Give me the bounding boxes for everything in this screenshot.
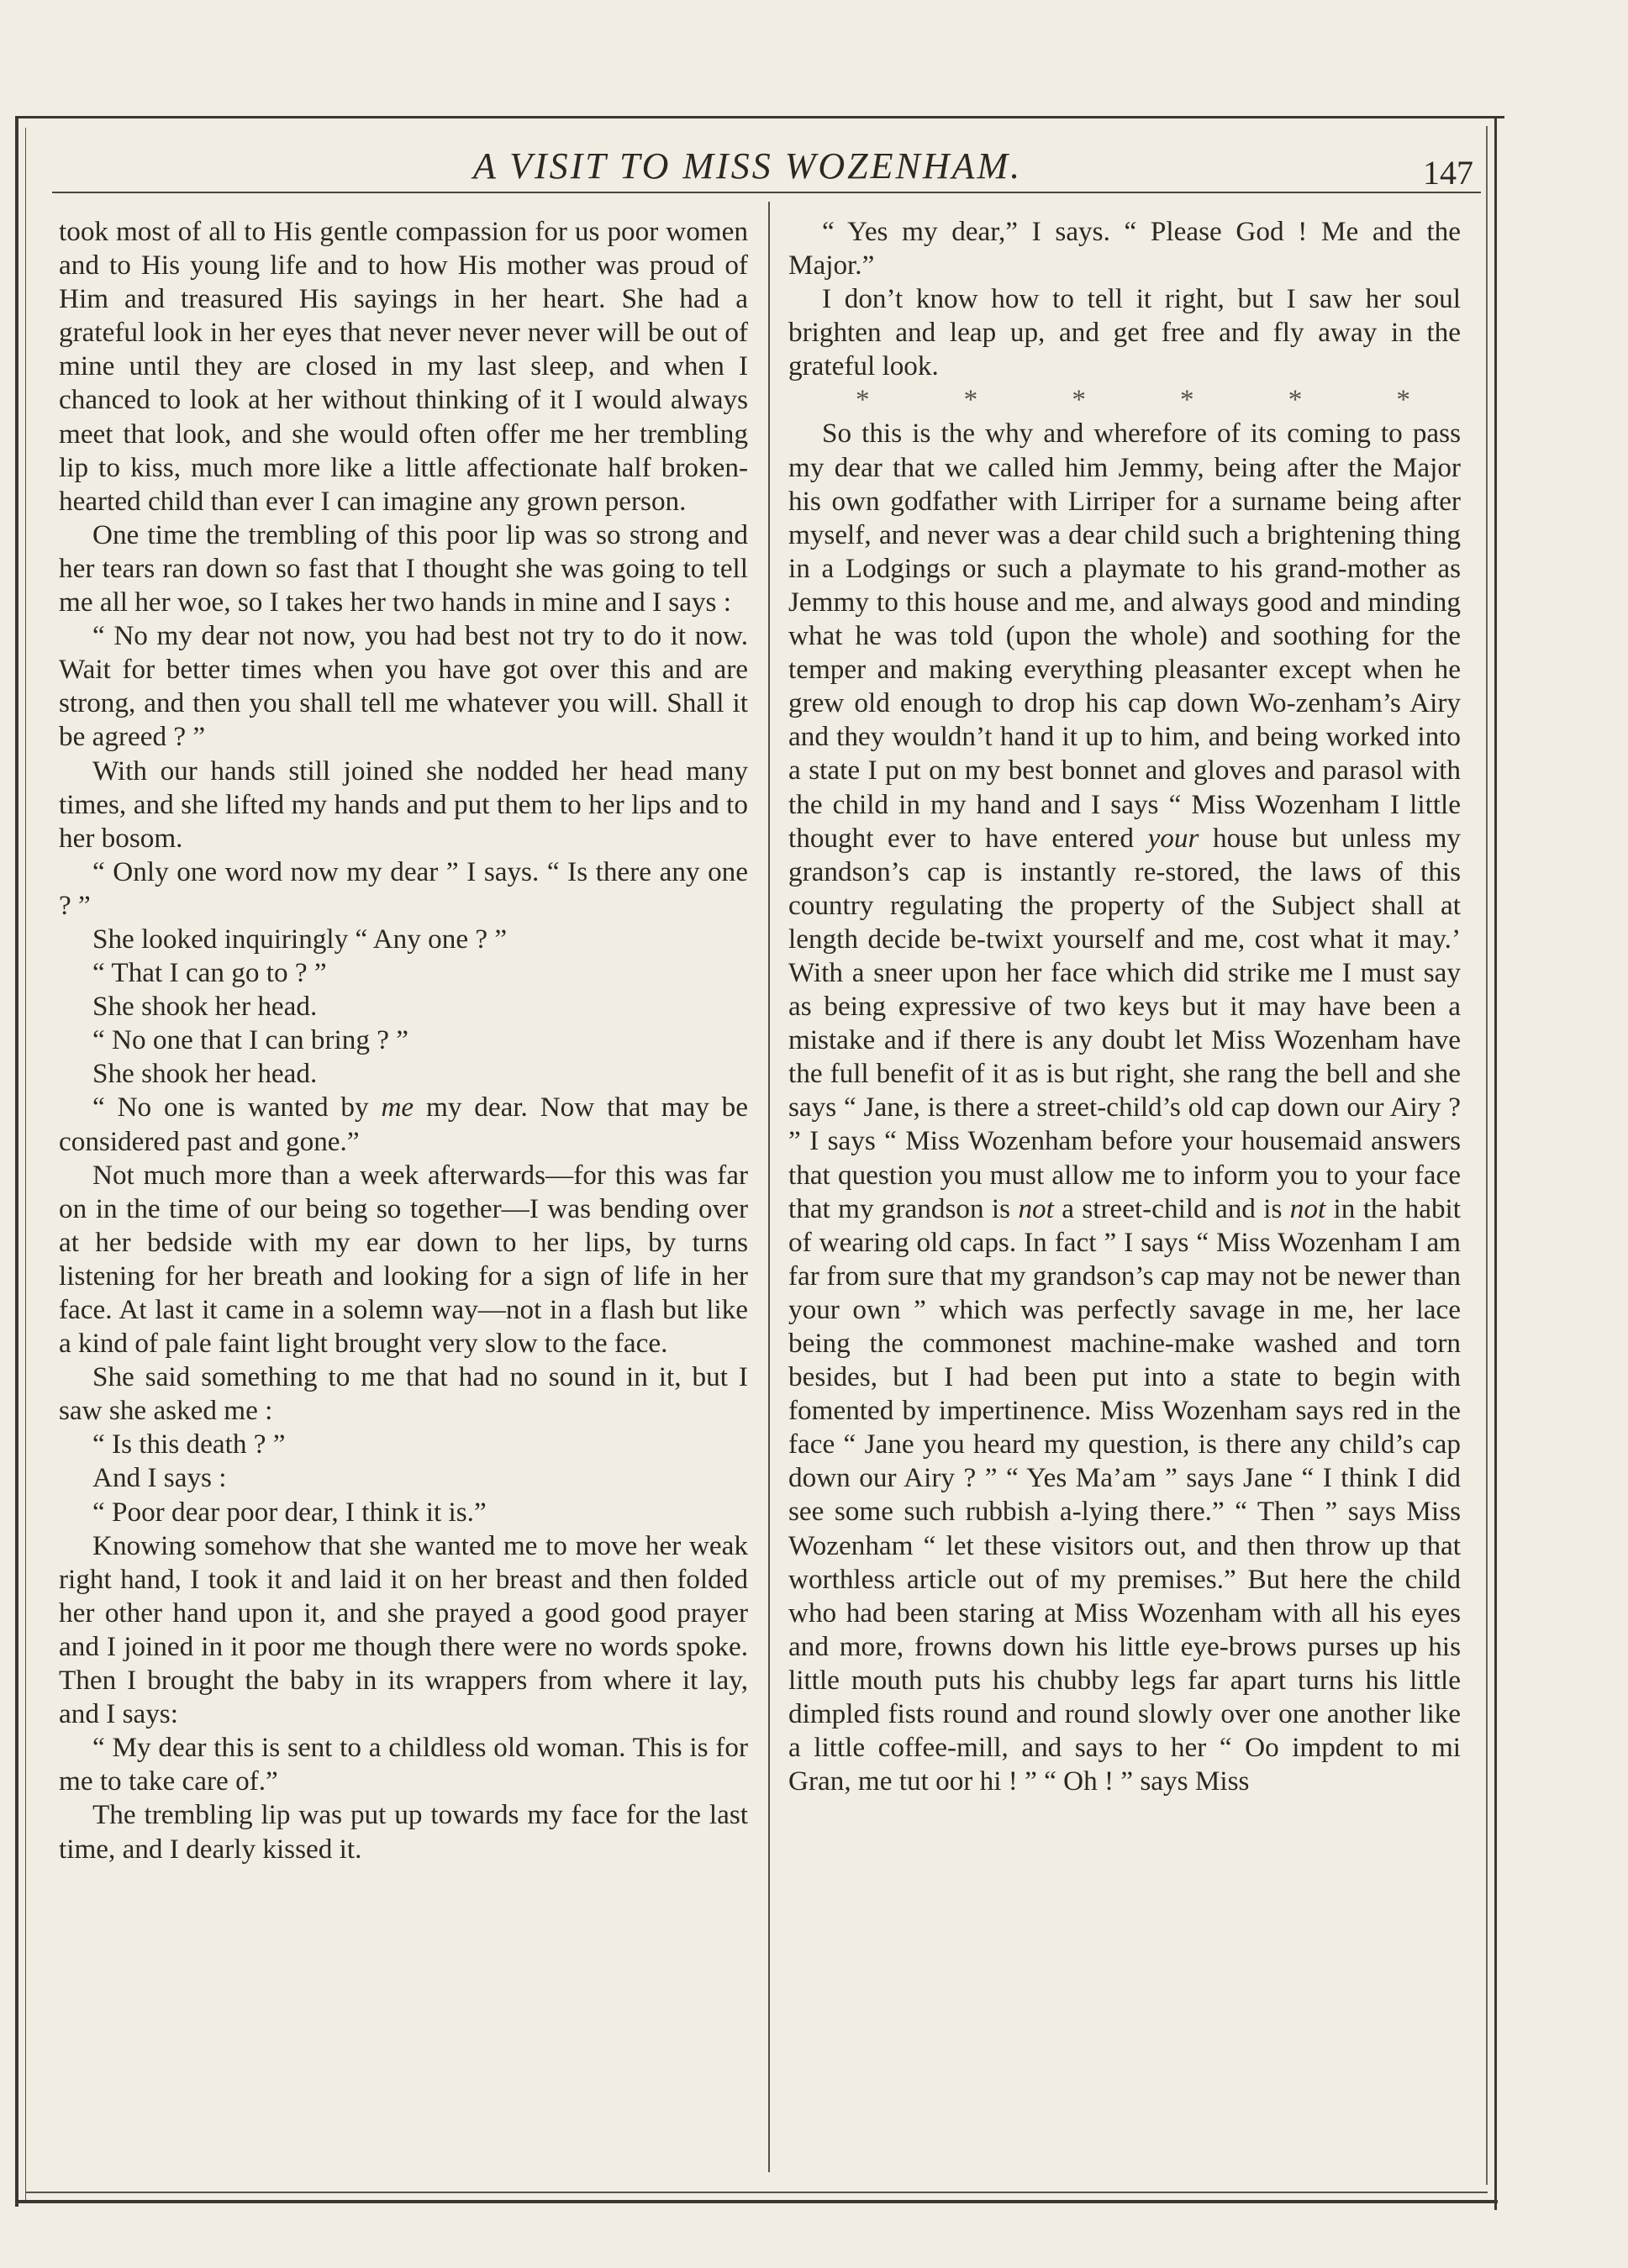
paragraph: “ No one that I can bring ? ” — [92, 1024, 408, 1056]
page-border-bottom-inner — [25, 2192, 1488, 2193]
star-glyph: * — [856, 384, 870, 416]
emphasis: me — [381, 1092, 414, 1123]
paragraph: One time the trembling of this poor lip was so strong and her tears ran down so fast that I thought she was going to tell me all her woe, so I takes her two hands in mine and I says : — [59, 518, 748, 618]
star-glyph: * — [1288, 384, 1303, 416]
paragraph: took most of all to His gentle compassion for us poor women and to His young life and to how His mother was proud of Him and treasured His sayings in her heart. She had a grateful look in her eyes that never never never will be out of mine until they are closed in my last sleep, and when I chanced to look at her without thinking of it I would always meet that look, and she would often offer me her trembling lip to kiss, much more like a little affectionate half broken-hearted child than ever I can imagine any grown person. — [59, 216, 748, 517]
paragraph: “ Poor dear poor dear, I think it is.” — [92, 1496, 487, 1528]
paragraph: “ My dear this is sent to a childless old woman. This is for me to take care of.” — [59, 1732, 748, 1797]
page-border-right-inner — [1486, 126, 1488, 2185]
emphasis: your — [1147, 822, 1199, 854]
paragraph: So this is the why and wherefore of its coming to pass my dear that we called him Jemmy, being after the Major his own godfather with Lirriper for a surname being after myself, and never was a dear child such a brightening thing in a Lodgings or such a playmate to his grand-mother as Jemmy to this house and me, and always good and minding what he was told (upon the whole) and soothing for the temper and making everything pleasanter except when he grew old enough to drop his cap down Wo-zenham’s Airy and they wouldn’t hand it up to him, and being worked into a state I put on my best bonnet and gloves and parasol with the child in my hand and I says “ Miss Wozenham I little thought ever to have entered your house but unless my grandson’s cap is instantly re-stored, the laws of this country regulating the property of the Subject shall at length decide be-twixt yourself and me, cost what it may.’ With a sneer upon her face which did strike me I must say as being expressive of two keys but it may have been a mistake and if there is any doubt let Miss Wozenham have the full benefit of it as is but right, she rang the bell and she says “ Jane, is there a street-child’s old cap down our Airy ? ” I says “ Miss Wozenham before your housemaid answers that question you must allow me to inform you to your face that my grandson is not a street-child and is not in the habit of wearing old caps. In fact ” I says “ Miss Wozenham I am far from sure that my grandson’s cap may not be newer than your own ” which was perfectly savage in me, her lace being the commonest machine-make washed and torn besides, but I had been put into a state to begin with fomented by impertinence. Miss Wozenham says red in the face “ Jane you heard my question, is there any child’s cap down our Airy ? ” “ Yes Ma’am ” says Jane “ I think I did see some such rubbish a-lying there.” “ Then ” says Miss Wozenham “ let these visitors out, and then throw up that worthless article out of my premises.” But here the child who had been staring at Miss Wozenham with all his eyes and more, frowns down his little eye-brows purses up his little mouth puts his chubby legs far apart turns his little dimpled fists round and round slowly over one another like a little coffee-mill, and says to her “ Oo impdent to mi Gran, me tut oor hi ! ” “ Oh ! ” says Miss — [788, 418, 1461, 1797]
paragraph: Not much more than a week afterwards—for this was far on in the time of our being so together—I was bending over at her bedside with my ear down to her lips, by turns listening for her breath and looking for a sign of life in her face. At last it came in a solemn way—not in a flash but like a kind of pale faint light brought very slow to the face. — [59, 1159, 748, 1360]
column-divider — [768, 202, 770, 2172]
left-column — [59, 215, 748, 1866]
star-glyph: * — [1396, 384, 1410, 416]
running-title: A VISIT TO MISS WOZENHAM. — [473, 145, 1023, 187]
emphasis: not — [1018, 1192, 1054, 1224]
page-border-bottom — [15, 2200, 1498, 2203]
right-column-bottom — [788, 417, 1461, 1798]
paragraph: “ No my dear not now, you had best not try to do it now. Wait for better times when you have got over this and are strong, and then you shall tell me whatever you will. Shall it be agreed ? ” — [59, 620, 748, 753]
paragraph: “ Is this death ? ” — [92, 1429, 286, 1460]
star-glyph: * — [1072, 384, 1086, 416]
section-break-stars — [788, 383, 1461, 417]
page-border-right — [1494, 118, 1497, 2210]
paragraph: She shook her head. — [92, 991, 318, 1023]
right-column — [788, 215, 1461, 1798]
paragraph: I don’t know how to tell it right, but I saw her soul brighten and leap up, and get free and fly away in the grateful look. — [788, 283, 1461, 382]
page-number: 147 — [1423, 154, 1473, 192]
paragraph: She shook her head. — [92, 1058, 318, 1090]
paragraph: “ Yes my dear,” I says. “ Please God ! Me and the Major.” — [788, 216, 1461, 282]
paragraph: “ No one is wanted by me my dear. Now that may be considered past and gone.” — [59, 1092, 748, 1157]
paragraph: “ That I can go to ? ” — [92, 957, 327, 989]
paragraph: She looked inquiringly “ Any one ? ” — [92, 923, 508, 955]
paragraph: With our hands still joined she nodded her head many times, and she lifted my hands and put them to her lips and to her bosom. — [59, 755, 748, 854]
header-rule — [52, 192, 1481, 193]
emphasis: not — [1289, 1192, 1326, 1224]
paragraph: She said something to me that had no sound in it, but I saw she asked me : — [59, 1361, 748, 1427]
running-header — [0, 141, 1628, 192]
paragraph: “ Only one word now my dear ” I says. “ Is there any one ? ” — [59, 855, 748, 921]
star-glyph: * — [1180, 384, 1194, 416]
paragraph: And I says : — [92, 1462, 227, 1494]
paragraph: The trembling lip was put up towards my face for the last time, and I dearly kissed it. — [59, 1799, 748, 1865]
right-column-top — [788, 215, 1461, 383]
paragraph: Knowing somehow that she wanted me to move her weak right hand, I took it and laid it on her breast and then folded her other hand upon it, and she prayed a good good prayer and I joined in it poor me though there were no words spoke. Then I brought the baby in its wrappers from where it lay, and I says: — [59, 1529, 748, 1730]
star-glyph: * — [963, 384, 978, 416]
